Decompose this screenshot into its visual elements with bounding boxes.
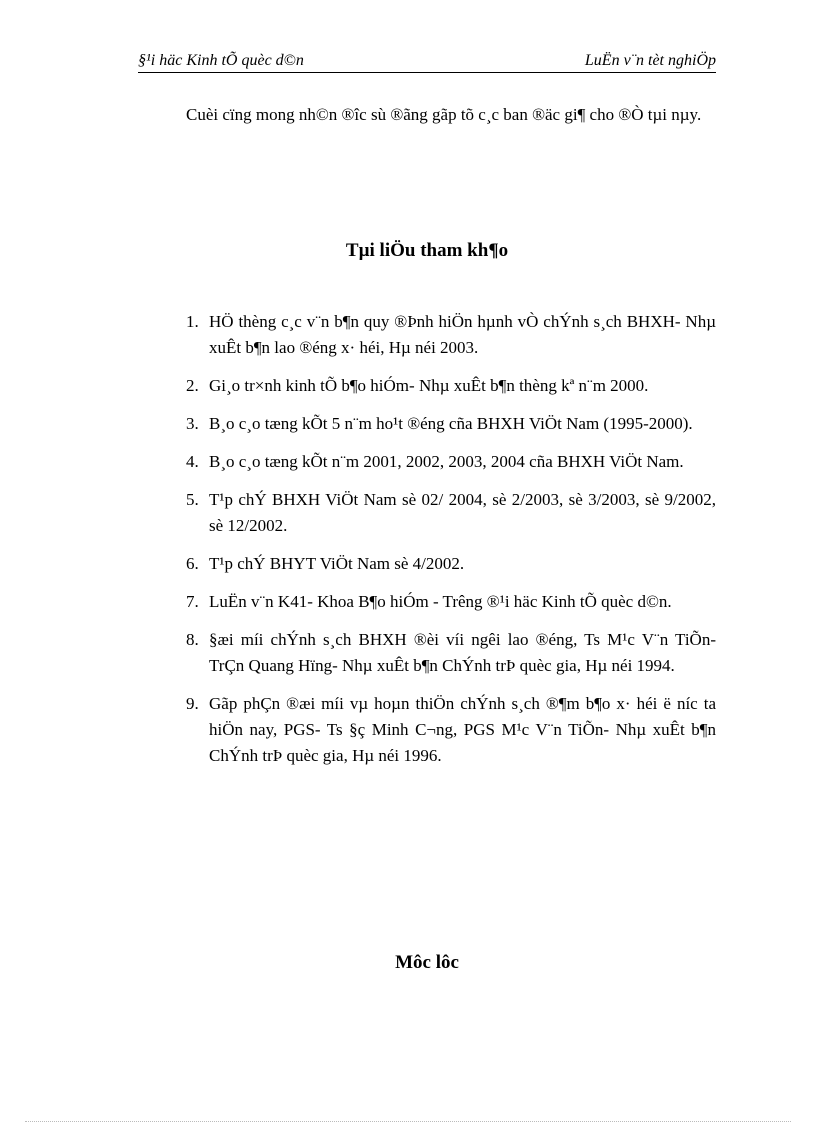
reference-number: 4. [186, 452, 199, 471]
reference-text: B¸o c¸o tæng kÕt n¨m 2001, 2002, 2003, 2004 cña BHXH ViÖt Nam. [209, 452, 684, 471]
reference-number: 3. [186, 414, 199, 433]
references-title: Tµi liÖu tham kh¶o [345, 240, 509, 261]
reference-text: T¹p chÝ BHXH ViÖt Nam sè 02/ 2004, sè 2/2003, sè 3/2003, sè 9/2002, sè 12/2002. [209, 490, 716, 535]
reference-number: 2. [186, 376, 199, 395]
reference-number: 8. [186, 630, 199, 649]
reference-item [176, 449, 716, 475]
reference-item [176, 551, 716, 577]
reference-number: 1. [186, 312, 199, 331]
reference-item [176, 589, 716, 615]
reference-item [176, 373, 716, 399]
page-header [138, 50, 716, 73]
page-bottom-divider [25, 1121, 791, 1122]
intro-paragraph: Cuèi cïng mong nh©n ®îc sù ®ãng gãp tõ c¸c ban ®äc gi¶ cho ®Ò tµi nµy. [186, 105, 702, 124]
reference-text: Gi¸o tr×nh kinh tÕ b¶o hiÓm- Nhµ xuÊt b¶n thèng kª n¨m 2000. [209, 376, 649, 395]
reference-text: HÖ thèng c¸c v¨n b¶n quy ®Þnh hiÖn hµnh vÒ chÝnh s¸ch BHXH- Nhµ xuÊt b¶n lao ®éng x· héi, Hµ néi 2003. [209, 312, 716, 357]
reference-item [176, 309, 716, 361]
reference-item [176, 411, 716, 437]
reference-text: §æi míi chÝnh s¸ch BHXH ®èi víi ngêi lao ®éng, Ts M¹c V¨n TiÕn- TrÇn Quang Hïng- Nhµ xuÊt b¶n ChÝnh trÞ quèc gia, Hµ néi 1994. [209, 630, 716, 675]
reference-text: B¸o c¸o tæng kÕt 5 n¨m ho¹t ®éng cña BHXH ViÖt Nam (1995-2000). [209, 414, 693, 433]
header-university: §¹i häc Kinh tÕ quèc d©n [138, 52, 304, 69]
reference-text: T¹p chÝ BHYT ViÖt Nam sè 4/2002. [209, 554, 465, 573]
reference-text: LuËn v¨n K41- Khoa B¶o hiÓm - Trêng ®¹i häc Kinh tÕ quèc d©n. [209, 592, 672, 611]
toc-title: Môc lôc [395, 952, 459, 973]
reference-item [176, 627, 716, 679]
reference-number: 9. [186, 694, 199, 713]
references-list [176, 309, 716, 781]
reference-item [176, 691, 716, 769]
reference-number: 5. [186, 490, 199, 509]
reference-text: Gãp phÇn ®æi míi vµ hoµn thiÖn chÝnh s¸ch ®¶m b¶o x· héi ë níc ta hiÖn nay, PGS- Ts §ç Minh C¬ng, PGS M¹c V¨n TiÕn- Nhµ xuÊt b¶n ChÝnh trÞ quèc gia, Hµ néi 1996. [209, 694, 716, 765]
header-thesis: LuËn v¨n tèt nghiÖp [584, 52, 716, 69]
reference-number: 7. [186, 592, 199, 611]
reference-item [176, 487, 716, 539]
reference-number: 6. [186, 554, 199, 573]
